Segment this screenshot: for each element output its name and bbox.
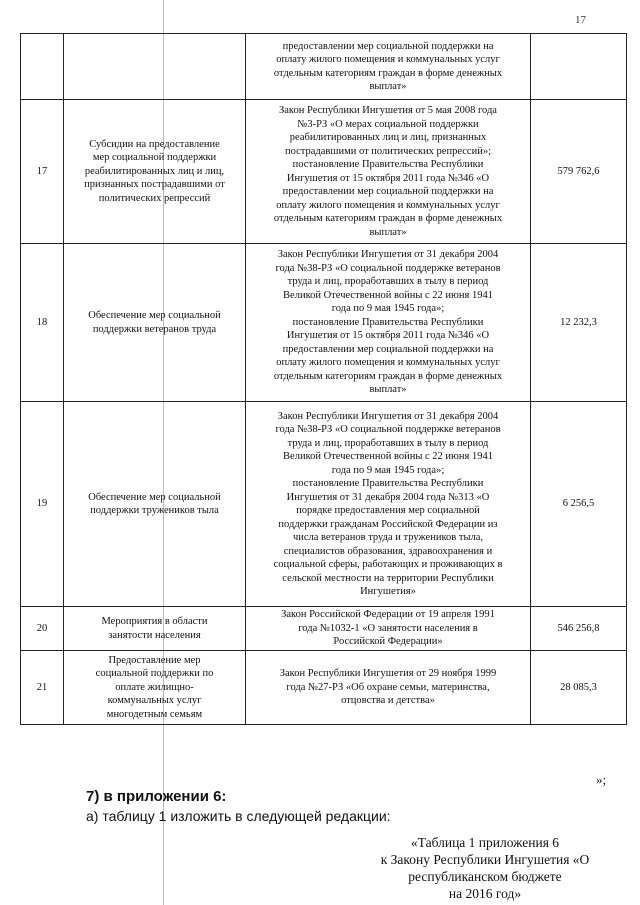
row-number: 21: [36, 681, 48, 693]
expense-name: Мероприятия в области занятости населения: [101, 616, 208, 641]
row-number-cell: [21, 607, 64, 651]
expense-name: Обеспечение мер социальной поддержки ветеранов труда: [88, 310, 221, 335]
legal-basis-cell: [246, 244, 531, 402]
amount-cell: [531, 34, 627, 100]
legal-basis-cell: [246, 34, 531, 100]
budget-table: [20, 33, 627, 725]
expense-name: Обеспечение мер социальной поддержки тружеников тыла: [88, 491, 221, 516]
table-row: [21, 34, 627, 100]
table-row: [21, 607, 627, 651]
row-number: 19: [36, 498, 48, 510]
row-number-cell: [21, 651, 64, 725]
amount-cell: [531, 607, 627, 651]
legal-basis-cell: [246, 651, 531, 725]
row-number: 17: [36, 165, 48, 177]
expense-name-cell: [64, 402, 246, 607]
expense-name: Субсидии на предоставление мер социальной поддержки реабилитированных лиц и лиц, признанных пострадавшими от политических репрессий: [84, 138, 225, 204]
table-row: [21, 100, 627, 244]
page-number: 17: [575, 14, 586, 26]
table-closing-mark: »;: [596, 772, 607, 787]
amount: 546 256,8: [557, 622, 600, 634]
legal-basis: Закон Республики Ингушетия от 31 декабря 2004 года №38-РЗ «О социальной поддержке ветеранов труда и лиц, проработавших в тылу в период Великой Отечественной войны с 22 июня 1941 года по 9 мая 1945 года»; постановление Правительства Республики Ингушетия от 15 октября 2011 года №346 «О предоставлении мер социальной поддержки на оплату жилого помещения и коммунальных услуг отдельным категориям граждан в форме денежных выплат»: [273, 249, 503, 396]
legal-basis-cell: [246, 100, 531, 244]
amount: 12 232,3: [560, 316, 597, 328]
section-instruction: а) таблицу 1 изложить в следующей редакции:: [86, 808, 391, 824]
legal-basis: Закон Республики Ингушетия от 31 декабря 2004 года №38-РЗ «О социальной поддержке ветеранов труда и лиц, проработавших в тылу в период Великой Отечественной войны с 22 июня 1941 года по 9 мая 1945 года»; постановление Правительства Республики Ингушетия от 31 декабря 2004 года №313 «О порядке предоставления мер социальной поддержки гражданам Российской Федерации из числа ветеранов труда и тружеников тыла, специалистов образования, здравоохранения и социальной сферы, работающих и проживающих в сельской местности на территории Республики Ингушетия»: [273, 410, 503, 597]
row-number-cell: [21, 402, 64, 607]
row-number-cell: [21, 34, 64, 100]
amount-cell: [531, 651, 627, 725]
table-caption: «Таблица 1 приложения 6 к Закону Республики Ингушетия «О республиканском бюджете на 2016 год»: [380, 835, 590, 901]
expense-name: Предоставление мер социальной поддержки по оплате жилищно- коммунальных услуг многодетным семьям: [95, 654, 214, 720]
amount-cell: [531, 100, 627, 244]
table-row: [21, 651, 627, 725]
legal-basis: Закон Республики Ингушетия от 29 ноября 1999 года №27-РЗ «Об охране семьи, материнства, отцовства и детства»: [279, 668, 497, 707]
expense-name-cell: [64, 34, 246, 100]
legal-basis: предоставлении мер социальной поддержки на оплату жилого помещения и коммунальных услуг отдельным категориям граждан в форме денежных выплат»: [273, 40, 503, 92]
row-number-cell: [21, 100, 64, 244]
legal-basis-cell: [246, 607, 531, 651]
expense-name-cell: [64, 607, 246, 651]
row-number: 18: [36, 316, 48, 328]
budget-table-body: [21, 34, 627, 725]
amount: 6 256,5: [562, 498, 595, 510]
expense-name-cell: [64, 651, 246, 725]
legal-basis: Закон Российской Федерации от 19 апреля 1991 года №1032-1 «О занятости населения в Российской Федерации»: [281, 609, 495, 648]
row-number: 20: [36, 622, 48, 634]
row-number-cell: [21, 244, 64, 402]
table-row: [21, 244, 627, 402]
amount-cell: [531, 244, 627, 402]
scan-fold-line: [163, 0, 164, 905]
legal-basis: Закон Республики Ингушетия от 5 мая 2008 года №3-РЗ «О мерах социальной поддержки реабилитированных лиц и лиц, признанных пострадавшими от политических репрессий»; постановление Правительства Республики Ингушетия от 15 октября 2011 года №346 «О предоставлении мер социальной поддержки на оплату жилого помещения и коммунальных услуг отдельным категориям граждан в форме денежных выплат»: [273, 105, 503, 238]
section-heading: 7) в приложении 6:: [86, 788, 227, 805]
expense-name-cell: [64, 100, 246, 244]
legal-basis-cell: [246, 402, 531, 607]
expense-name-cell: [64, 244, 246, 402]
amount: 579 762,6: [557, 165, 600, 177]
amount-cell: [531, 402, 627, 607]
amount: 28 085,3: [560, 681, 597, 693]
table-row: [21, 402, 627, 607]
